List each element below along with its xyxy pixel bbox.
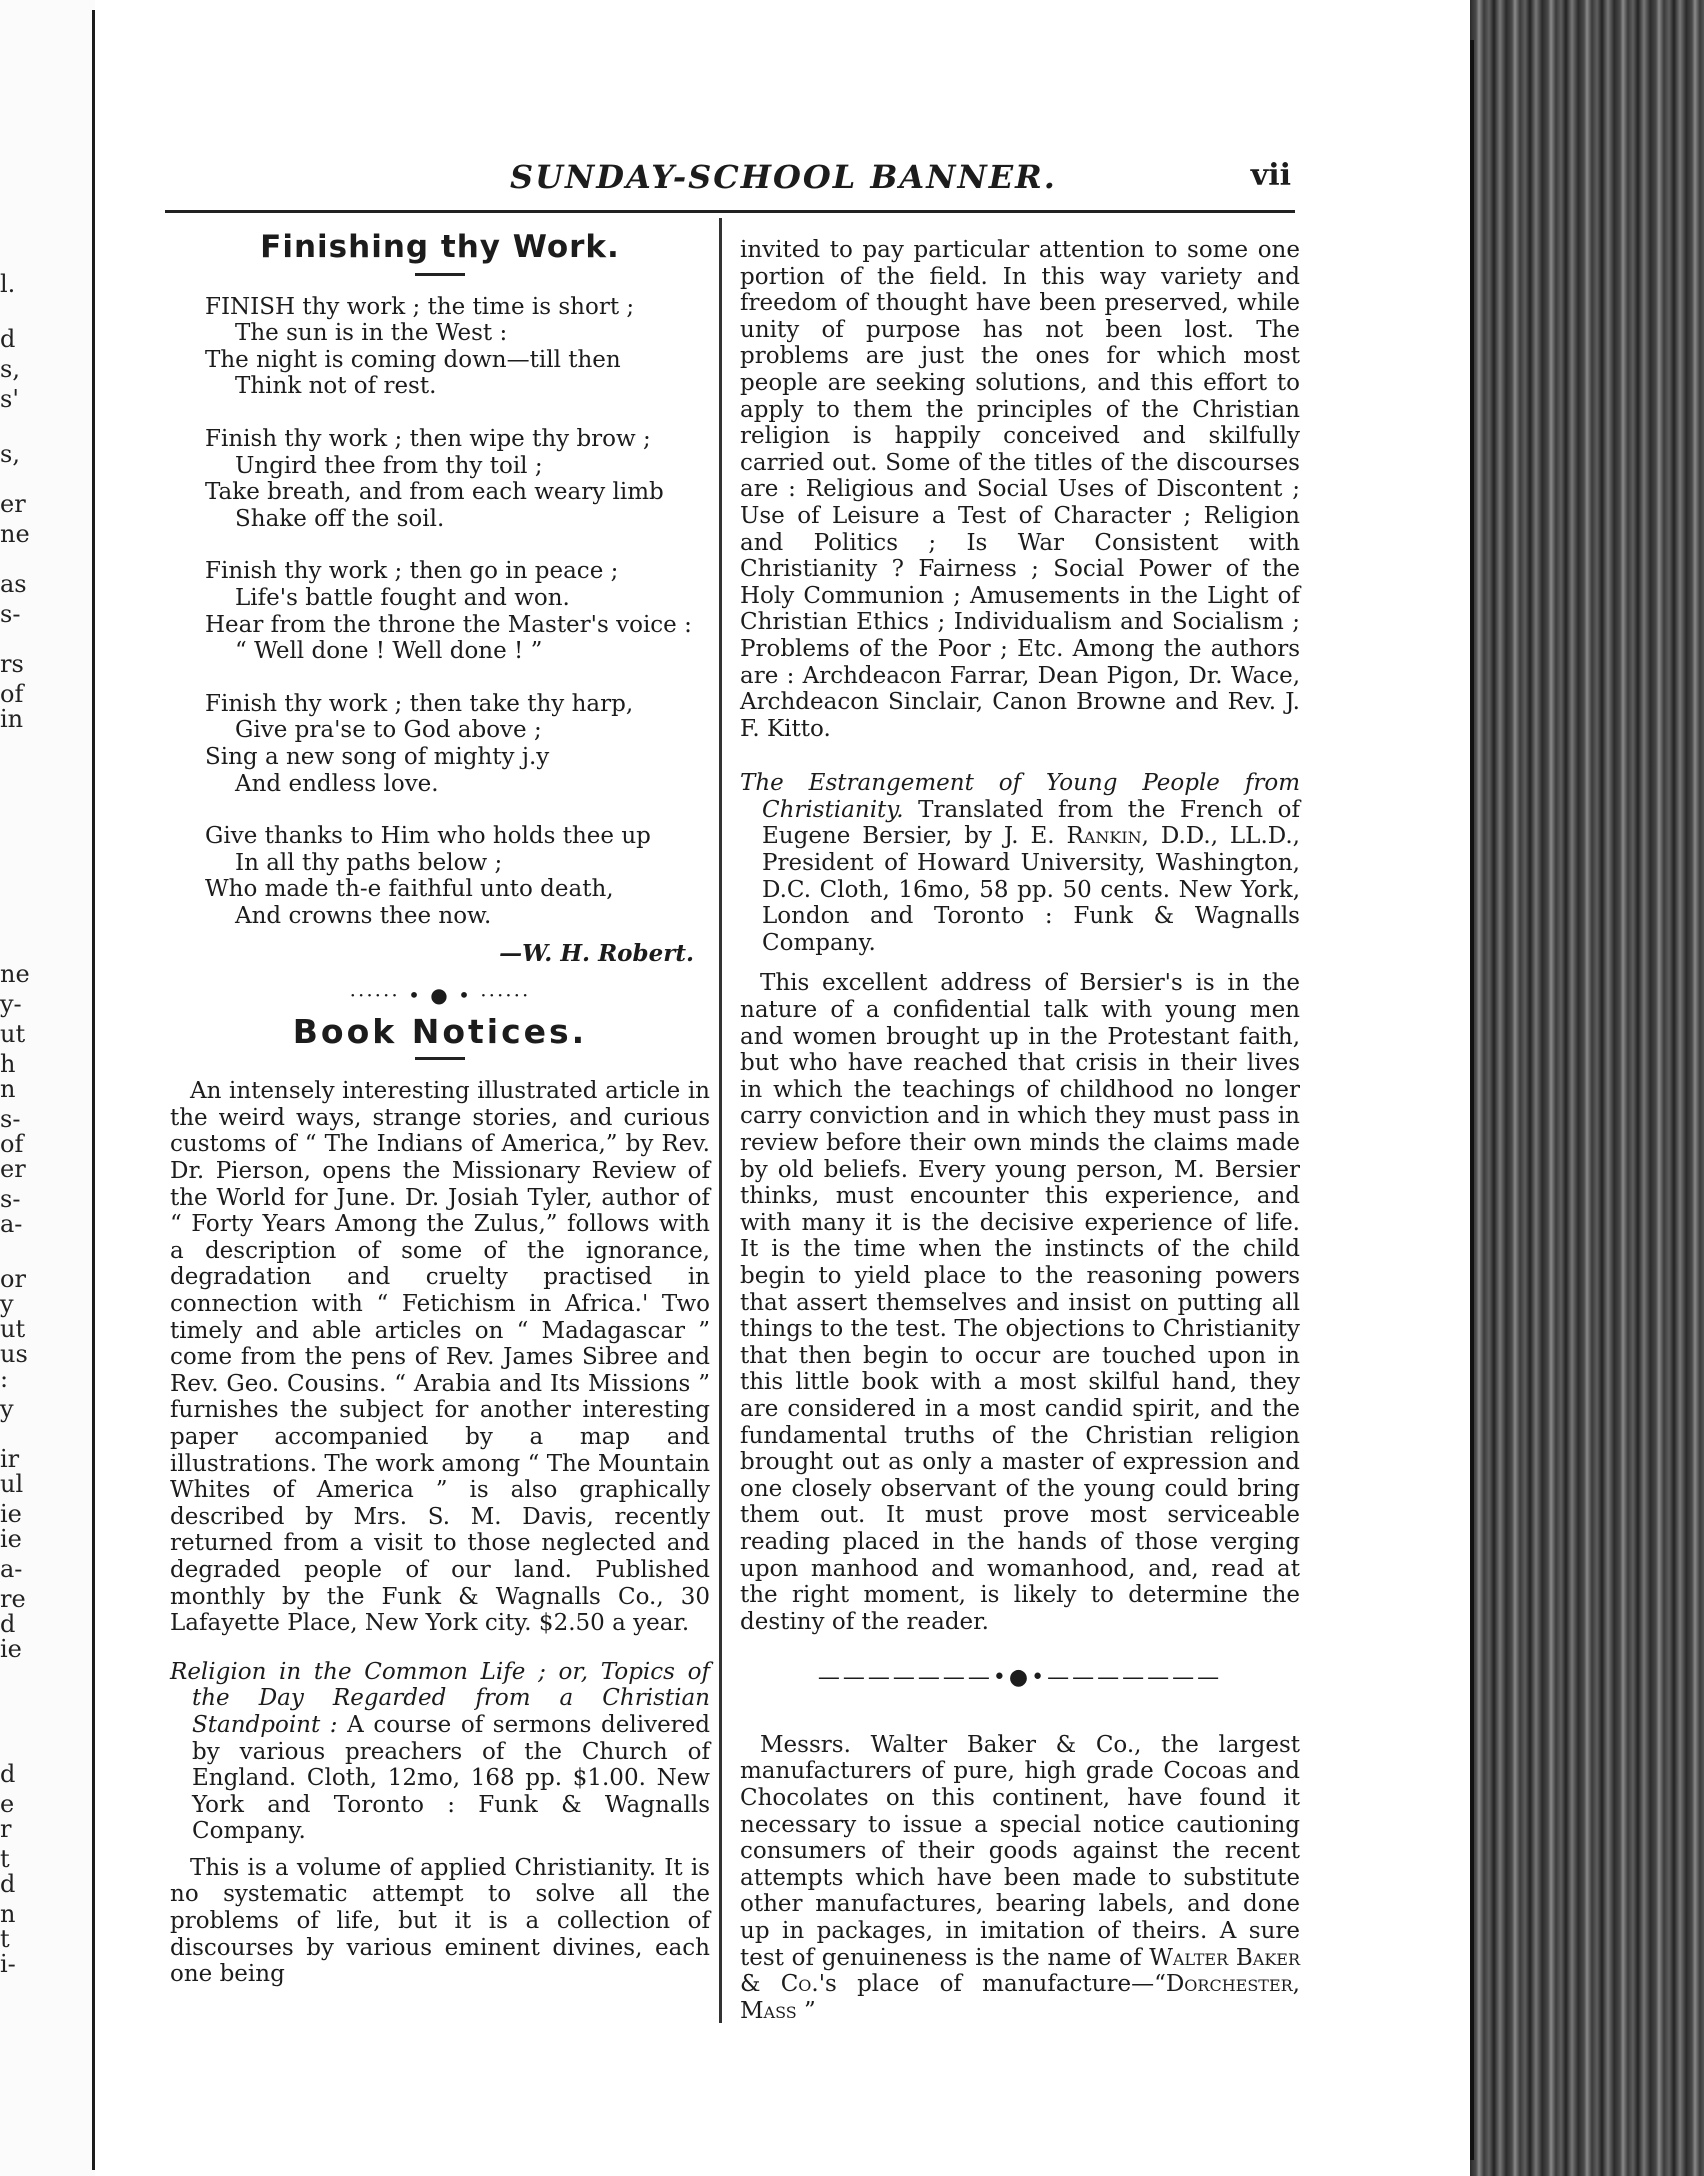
margin-fragment: s, <box>0 355 20 383</box>
margin-fragment: y- <box>0 990 22 1018</box>
margin-fragment: ie <box>0 1525 22 1553</box>
margin-fragment: t <box>0 1925 10 1953</box>
margin-fragment: s, <box>0 440 20 468</box>
poem-line: Finish thy work ; then take thy harp, <box>205 690 634 717</box>
poem-line: Ungird thee from thy toil ; <box>235 452 543 479</box>
page-number: vii <box>1250 158 1291 193</box>
title-rule <box>415 1057 465 1060</box>
margin-fragment: r <box>0 1815 12 1843</box>
review-paragraph: This excellent address of Bersier's is in the nature of a confidential talk with young men and women brought up in the Protestant faith, but who have reached that crisis in their lives in which the teachings of childhood no longer carry conviction and in which they must pass in review before their own minds the claims made by old beliefs. Every young person, M. Bersier thinks, must encounter this experience, and with many it is the decisive experience of life. It is the time when the instincts of the child begin to yield place to the reasoning powers that assert themselves and insist on putting all things to the test. The objections to Christianity that then begin to occur are touched upon in this little book with a most skilful hand, they are considered in a most candid spirit, and the fundamental truths of the Christian religion brought out as only a master of expression and one closely observant of the young could bring them out. It must prove most serviceable reading placed in the hands of those verging upon manhood and womanhood, and, read at the right moment, is likely to determine the destiny of the reader. <box>740 970 1300 1635</box>
poem-line: Hear from the throne the Master's voice : <box>205 611 692 638</box>
margin-fragment: d <box>0 1610 16 1638</box>
poem-line: Give pra'se to God above ; <box>235 717 542 744</box>
book-details: Translated from the French of Eugene Bersier, by J. E. <box>762 796 1300 850</box>
book-details-rest: , D.D., LL.D., President of Howard University, Washington, D.C. Cloth, 16mo, 58 pp. 50 cents. New York, London and Toronto : Funk & Wagnalls Company. <box>762 823 1300 956</box>
margin-fragment: h <box>0 1050 16 1078</box>
margin-fragment: i- <box>0 1950 16 1978</box>
book-title: Religion in the Common Life ; or, Topics of the Day Regarded from a Christian Standpoint : <box>170 1658 710 1738</box>
margin-fragment: e <box>0 1790 15 1818</box>
notice-paragraph: An intensely interesting illustrated article in the weird ways, strange stories, and curious customs of “ The Indians of America,” by Rev. Dr. Pierson, opens the Missionary Review of the World for June. Dr. Josiah Tyler, author of “ Forty Years Among the Zulus,” follows with a description of some of the ignorance, degradation and cruelty practised in connection with “ Fetichism in Africa.' Two timely and able articles on “ Madagascar ” come from the pens of Rev. James Sibree and Rev. Geo. Cousins. “ Arabia and Its Missions ” furnishes the subject for another interesting paper accompanied by a map and illustrations. The work among “ The Mountain Whites of America ” is also graphically described by Mrs. S. M. Davis, recently returned from a visit to those neglected and degraded people of our land. Published monthly by the Funk & Wagnalls Co., 30 Lafayette Place, New York city. $2.50 a year. <box>170 1078 710 1637</box>
notice-text: Messrs. Walter Baker & Co., the largest manufacturers of pure, high grade Cocoas and Chocolates on this continent, have found it necessary to issue a special notice cautioning consumers of their goods against the recent attempts which have been made to substitute other manufactures, bearing labels, and done up in packages, in imitation of theirs. A sure test of genuineness is the name of <box>740 1731 1300 1971</box>
margin-fragment: or <box>0 1265 26 1293</box>
notice-paragraph: This is a volume of applied Christianity. It is no systematic attempt to solve all the problems of life, but it is a collection of discourses by various eminent divines, each one being <box>170 1854 710 1988</box>
poem-line: Shake off the soil. <box>235 505 445 532</box>
margin-fragment: ie <box>0 1500 22 1528</box>
book-page-edges <box>1470 0 1704 2176</box>
margin-fragment: ir <box>0 1445 20 1473</box>
company-name: Walter Baker & Co. <box>740 1944 1301 1998</box>
previous-page-edge <box>0 0 95 2176</box>
poem-line: Finish thy work ; then go in peace ; <box>205 558 619 585</box>
poem-line: Give thanks to Him who holds thee up <box>205 823 651 850</box>
poem-stanza <box>205 294 710 400</box>
margin-fragment: : <box>0 1365 9 1393</box>
poem-attribution: —W. H. Robert. <box>499 940 694 968</box>
poem-line: Think not of rest. <box>235 373 437 400</box>
poem-line: Life's battle fought and won. <box>235 584 570 611</box>
margin-fragment: as <box>0 570 27 598</box>
section-ornament: ———————•●•——————— <box>817 1665 1223 1691</box>
margin-fragment: ut <box>0 1315 26 1343</box>
left-column <box>170 224 710 1988</box>
poem-stanza <box>205 426 710 532</box>
margin-fragment: a- <box>0 1555 23 1583</box>
margin-fragment: ul <box>0 1470 24 1498</box>
poem-line: Who made th-e faithful unto death, <box>205 876 614 903</box>
column-divider <box>719 218 722 2023</box>
place-name: Dorchester, Mass <box>740 1971 1300 2024</box>
margin-fragment: s- <box>0 1105 21 1133</box>
margin-fragment: of <box>0 1130 24 1158</box>
margin-fragment: a- <box>0 1210 23 1238</box>
margin-fragment: d <box>0 325 16 353</box>
poem-title: Finishing thy Work. <box>260 229 620 265</box>
poem-line: FINISH thy work ; the time is short ; <box>205 293 635 320</box>
margin-fragment: re <box>0 1585 26 1613</box>
running-title: SUNDAY-SCHOOL BANNER. <box>510 158 1057 196</box>
margin-fragment: y <box>0 1290 14 1318</box>
margin-fragment: n <box>0 1900 16 1928</box>
margin-fragment: in <box>0 705 24 733</box>
margin-fragment: t <box>0 1845 10 1873</box>
right-column <box>740 237 1300 2024</box>
margin-fragment: ut <box>0 1020 26 1048</box>
poem-line: The night is coming down—till then <box>205 346 621 373</box>
page-header <box>165 158 1295 198</box>
margin-fragment: l. <box>0 270 16 298</box>
book-citation <box>740 770 1300 956</box>
poem-line: Finish thy work ; then wipe thy brow ; <box>205 425 651 452</box>
book-details: A course of sermons delivered by various preachers of the Church of England. Cloth, 12mo, 168 pp. $1.00. New York and Toronto : Funk & Wagnalls Company. <box>192 1711 711 1845</box>
poem-line: And crowns thee now. <box>235 902 492 929</box>
translator-name: Rankin <box>1066 823 1142 850</box>
margin-fragment: d <box>0 1870 16 1898</box>
book-title: The Estrangement of Young People from Christianity. <box>740 770 1300 823</box>
poem-stanza <box>205 691 710 797</box>
margin-fragment: er <box>0 1155 26 1183</box>
margin-fragment: ie <box>0 1635 22 1663</box>
margin-fragment: ne <box>0 960 30 988</box>
margin-fragment: s- <box>0 1185 21 1213</box>
margin-fragment: er <box>0 490 26 518</box>
header-rule <box>165 210 1295 213</box>
poem-stanza <box>205 823 710 929</box>
advertisement-notice <box>740 1732 1300 2025</box>
section-ornament: ······ • ● • ······ <box>349 983 531 1008</box>
poem-line: The sun is in the West : <box>235 320 508 347</box>
poem-line: Take breath, and from each weary limb <box>205 479 664 506</box>
book-citation <box>170 1659 710 1845</box>
poem-line: Sing a new song of mighty j.y <box>205 743 550 770</box>
margin-fragment: d <box>0 1760 16 1788</box>
poem-line: “ Well done ! Well done ! ” <box>235 638 543 665</box>
margin-fragment: us <box>0 1340 28 1368</box>
poem-line: In all thy paths below ; <box>235 849 503 876</box>
title-rule <box>415 273 465 276</box>
page-gutter <box>92 10 95 2170</box>
notice-text: ” <box>796 1997 816 2024</box>
margin-fragment: of <box>0 680 24 708</box>
poem-line: And endless love. <box>235 770 439 797</box>
poem <box>205 294 710 930</box>
margin-fragment: ne <box>0 520 30 548</box>
poem-stanza <box>205 558 710 664</box>
notice-text: 's place of manufacture—“ <box>818 1971 1166 1998</box>
margin-fragment: n <box>0 1075 16 1103</box>
margin-fragment: s- <box>0 600 21 628</box>
margin-fragment: rs <box>0 650 24 678</box>
margin-fragment: y <box>0 1395 14 1423</box>
book-notices-title: Book Notices. <box>292 1011 588 1051</box>
notice-paragraph-continued: invited to pay particular attention to some one portion of the field. In this way variety and freedom of thought have been preserved, while unity of purpose has not been lost. The problems are just the ones for which most people are seeking solutions, and this effort to apply to them the principles of the Christian religion is happily conceived and skilfully carried out. Some of the titles of the discourses are : Religious and Social Uses of Discontent ; Use of Leisure a Test of Character ; Religion and Politics ; Is War Consistent with Christianity ? Fairness ; Social Power of the Holy Communion ; Amusements in the Light of Christian Ethics ; Individualism and Socialism ; Problems of the Poor ; Etc. Among the authors are : Archdeacon Farrar, Dean Pigon, Dr. Wace, Archdeacon Sinclair, Canon Browne and Rev. J. F. Kitto. <box>740 237 1300 742</box>
margin-fragment: s' <box>0 385 19 413</box>
